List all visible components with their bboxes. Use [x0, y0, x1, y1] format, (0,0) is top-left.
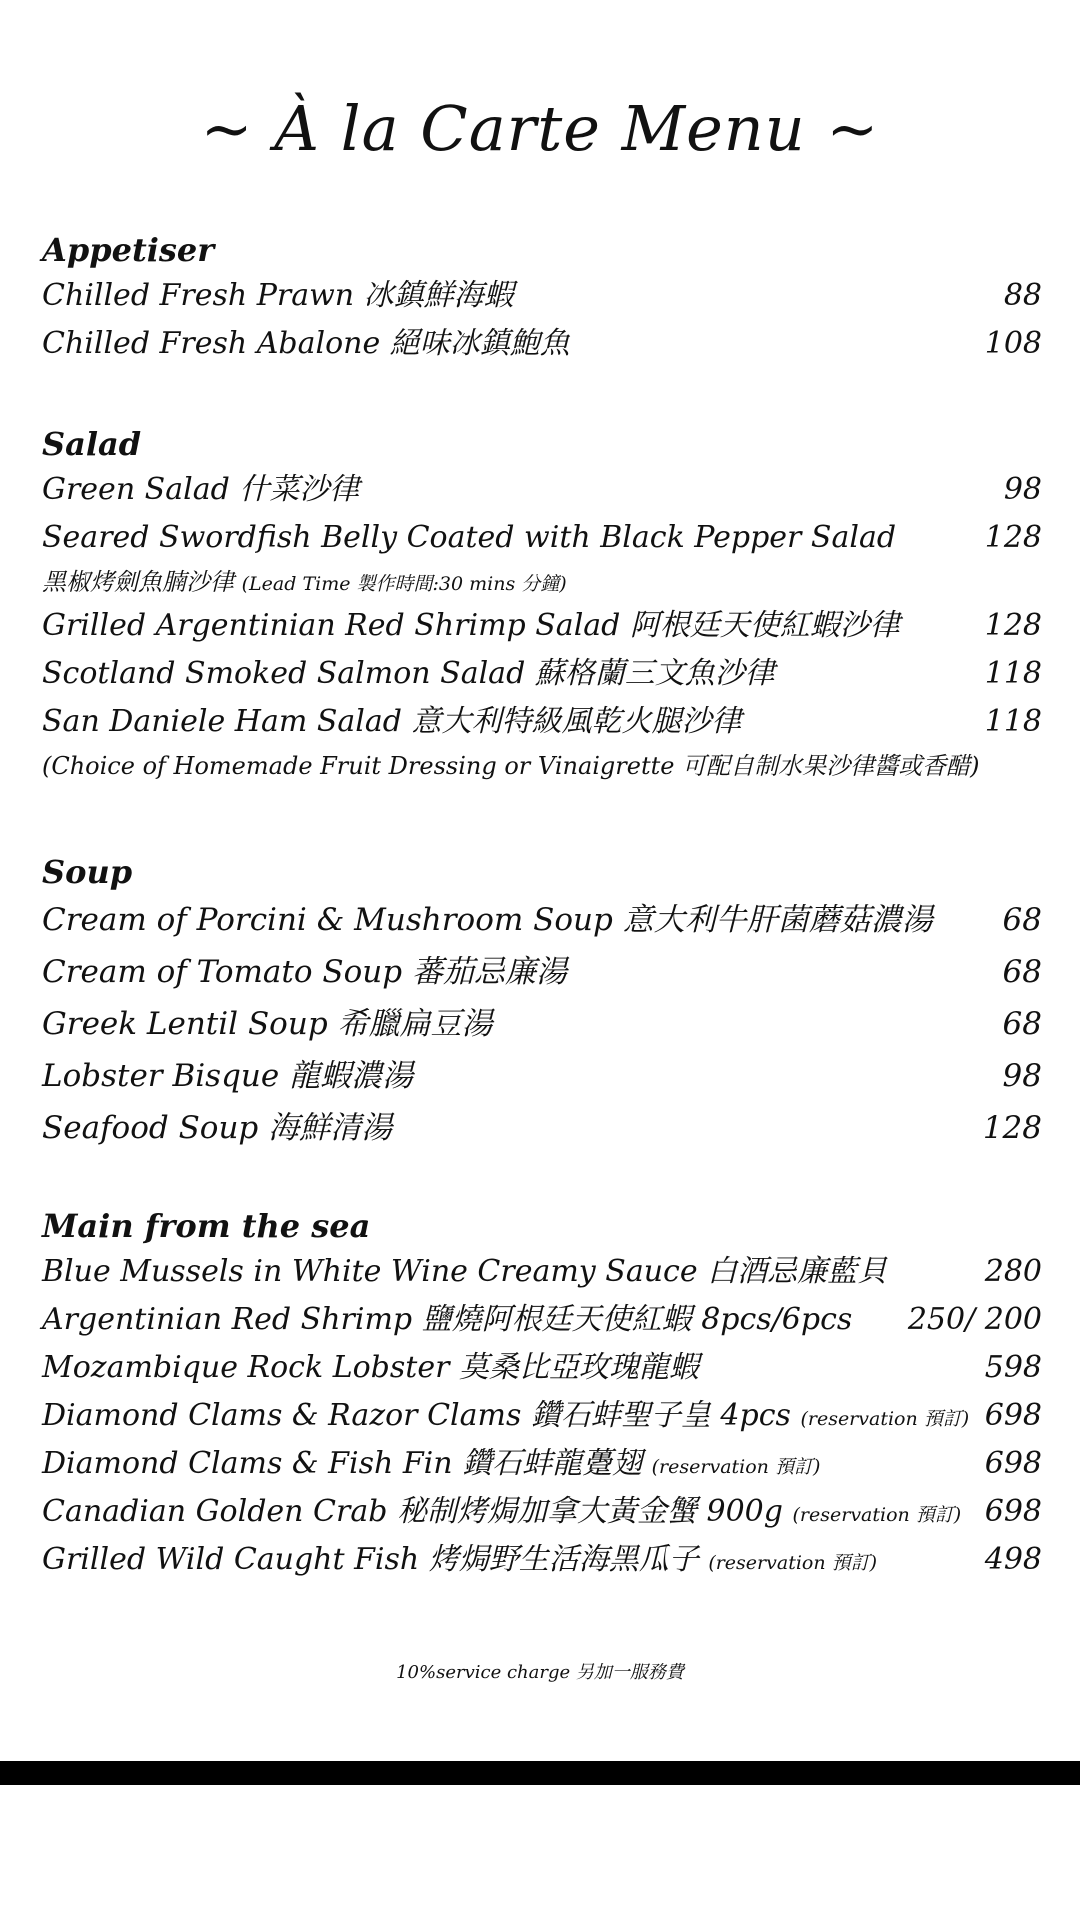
item-name: Lobster Bisque 龍蝦濃湯 — [42, 1058, 414, 1094]
item-name: Green Salad 什菜沙律 — [42, 472, 360, 507]
item-note — [42, 562, 1042, 602]
item-price: 128 — [982, 1110, 1042, 1146]
item-name: Seared Swordfish Belly Coated with Black Pepper Salad — [42, 520, 897, 555]
item-name-text: Argentinian Red Shrimp 鹽燒阿根廷天使紅蝦 8pcs/6pcs — [42, 1302, 853, 1337]
menu-item — [42, 320, 1042, 368]
item-price: 128 — [984, 520, 1042, 555]
item-price: 68 — [1002, 1006, 1042, 1042]
menu-item — [42, 1536, 1042, 1584]
item-name: San Daniele Ham Salad 意大利特級風乾火腿沙律 — [42, 704, 742, 739]
item-name: Chilled Fresh Prawn 冰鎮鮮海蝦 — [42, 278, 514, 313]
menu-item — [42, 272, 1042, 320]
item-name — [42, 1248, 887, 1299]
menu-item — [42, 1248, 1042, 1296]
item-price: 118 — [984, 704, 1042, 739]
item-name: Grilled Argentinian Red Shrimp Salad 阿根廷天使紅蝦沙律 — [42, 608, 900, 643]
menu-item — [42, 514, 1042, 562]
dressing-note: (Choice of Homemade Fruit Dressing or Vinaigrette 可配自制水果沙律醬或香醋) — [42, 752, 980, 780]
section-heading: Appetiser — [42, 231, 215, 269]
item-name-text: Blue Mussels in White Wine Creamy Sauce 白酒忌廉藍貝 — [42, 1254, 888, 1289]
item-price: 698 — [984, 1398, 1042, 1433]
item-name-text: Canadian Golden Crab 秘制烤焗加拿大黃金蟹 900g — [42, 1494, 783, 1529]
item-note-main: 黑椒烤劍魚腩沙律 — [42, 568, 234, 596]
item-price: 250/ 200 — [907, 1302, 1042, 1337]
bottom-black-bar — [0, 1761, 1080, 1785]
item-price: 108 — [984, 326, 1042, 361]
section-appetiser — [42, 228, 1042, 368]
item-price: 598 — [984, 1350, 1042, 1385]
item-price: 698 — [984, 1446, 1042, 1481]
section-heading: Main from the sea — [42, 1207, 371, 1245]
item-name — [42, 1440, 820, 1491]
item-name-text: Grilled Wild Caught Fish 烤焗野生活海黑瓜子 — [42, 1542, 699, 1577]
item-price: 128 — [984, 608, 1042, 643]
item-name: Scotland Smoked Salmon Salad 蘇格蘭三文魚沙律 — [42, 656, 775, 691]
section-heading: Salad — [42, 425, 142, 463]
item-name — [42, 1344, 699, 1395]
menu-item — [42, 894, 1042, 946]
reservation-note: (reservation 預訂) — [792, 1504, 962, 1526]
item-name: Cream of Tomato Soup 蕃茄忌廉湯 — [42, 954, 567, 990]
item-price: 68 — [1002, 902, 1042, 938]
item-name-text: Mozambique Rock Lobster 莫桑比亞玫瑰龍蝦 — [42, 1350, 699, 1385]
item-name: Seafood Soup 海鮮清湯 — [42, 1110, 393, 1146]
menu-item — [42, 466, 1042, 514]
item-price: 280 — [984, 1254, 1042, 1289]
reservation-note: (reservation 預訂) — [800, 1408, 970, 1430]
menu-item — [42, 1488, 1042, 1536]
menu-item — [42, 650, 1042, 698]
item-name-text: Diamond Clams & Razor Clams 鑽石蚌聖子皇 4pcs — [42, 1398, 791, 1433]
item-name: Greek Lentil Soup 希臘扁豆湯 — [42, 1006, 493, 1042]
item-price: 88 — [1003, 278, 1042, 313]
item-name — [42, 1536, 877, 1587]
reservation-note: (reservation 預訂) — [651, 1456, 821, 1478]
item-name — [42, 1392, 969, 1443]
item-price: 698 — [984, 1494, 1042, 1529]
menu-item — [42, 1440, 1042, 1488]
menu-item — [42, 1392, 1042, 1440]
menu-title: ~ À la Carte Menu ~ — [200, 92, 880, 165]
menu-item — [42, 1344, 1042, 1392]
item-name-text: Diamond Clams & Fish Fin 鑽石蚌龍躉翅 — [42, 1446, 643, 1481]
menu-item — [42, 1050, 1042, 1102]
menu-item — [42, 1102, 1042, 1154]
menu-item — [42, 1296, 1042, 1344]
item-name: Cream of Porcini & Mushroom Soup 意大利牛肝菌蘑菇濃湯 — [42, 902, 933, 938]
lead-time-note: (Lead Time 製作時間:30 mins 分鐘) — [241, 573, 567, 595]
section-heading: Soup — [42, 853, 133, 891]
section-soup — [42, 850, 1042, 1154]
section-main-from-the-sea — [42, 1204, 1042, 1584]
menu-item — [42, 998, 1042, 1050]
item-price: 98 — [1002, 1058, 1042, 1094]
item-price: 98 — [1003, 472, 1042, 507]
reservation-note: (reservation 預訂) — [708, 1552, 878, 1574]
menu-item — [42, 946, 1042, 998]
section-salad — [42, 422, 1042, 786]
service-charge-note: 10%service charge 另加一服務費 — [396, 1662, 684, 1683]
item-price: 68 — [1002, 954, 1042, 990]
item-name — [42, 1488, 961, 1539]
item-price: 498 — [984, 1542, 1042, 1577]
menu-item — [42, 698, 1042, 746]
item-name: Chilled Fresh Abalone 絕味冰鎮鮑魚 — [42, 326, 570, 361]
item-price: 118 — [984, 656, 1042, 691]
item-name — [42, 1296, 852, 1347]
menu-item — [42, 602, 1042, 650]
